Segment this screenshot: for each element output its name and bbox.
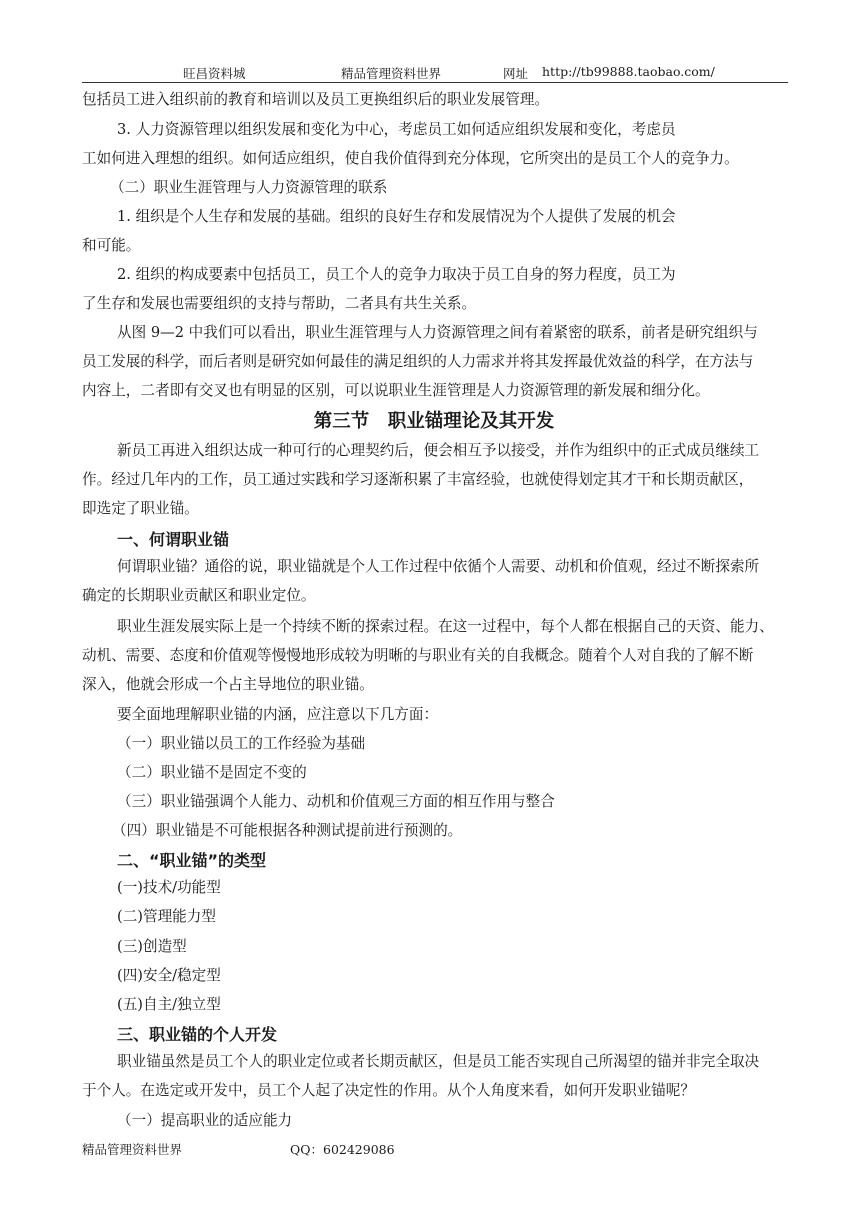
paragraph-line: 从图 9—2 中我们可以看出，职业生涯管理与人力资源管理之间有着紧密的联系，前者是研究组织与 bbox=[117, 324, 758, 341]
paragraph-line: 深入，他就会形成一个占主导地位的职业锚。 bbox=[82, 676, 374, 693]
list-item: （二）职业锚不是固定不变的 bbox=[117, 764, 307, 781]
section-title: 第三节 职业锚理论及其开发 bbox=[313, 411, 555, 432]
page-header bbox=[82, 62, 788, 83]
paragraph-line: 内容上，二者即有交叉也有明显的区别，可以说职业生涯管理是人力资源管理的新发展和细分化。 bbox=[82, 382, 710, 399]
header-url-label: 网址 bbox=[503, 66, 529, 81]
paragraph-line: 于个人。在选定或开发中，员工个人起了决定性的作用。从个人角度来看，如何开发职业锚呢？ bbox=[82, 1082, 695, 1099]
heading-career-anchor-types: 二、“职业锚”的类型 bbox=[117, 851, 267, 870]
paragraph-line: 3. 人力资源管理以组织发展和变化为中心，考虑员工如何适应组织发展和变化，考虑员 bbox=[117, 121, 676, 138]
list-item: （一）职业锚以员工的工作经验为基础 bbox=[117, 735, 366, 752]
paragraph-line: 1. 组织是个人生存和发展的基础。组织的良好生存和发展情况为个人提供了发展的机会 bbox=[117, 208, 676, 225]
header-shop-name: 旺昌资料城 bbox=[183, 66, 246, 81]
header-site-title: 精品管理资料世界 bbox=[341, 66, 442, 81]
paragraph-line: 动机、需要、态度和价值观等慢慢地形成较为明晰的与职业有关的自我概念。随着个人对自我的了解不断 bbox=[82, 647, 754, 664]
footer-qq: QQ：602429086 bbox=[290, 1142, 395, 1157]
paragraph-line: 确定的长期职业贡献区和职业定位。 bbox=[82, 587, 316, 604]
paragraph-line: 何谓职业锚？通俗的说，职业锚就是个人工作过程中依循个人需要、动机和价值观，经过不断探索所 bbox=[117, 558, 760, 575]
subheading-line: （二）职业生涯管理与人力资源管理的联系 bbox=[110, 179, 388, 196]
paragraph-line: 了生存和发展也需要组织的支持与帮助，二者具有共生关系。 bbox=[82, 295, 477, 312]
type-list-item: (四)安全/稳定型 bbox=[117, 967, 221, 984]
heading-what-is-career-anchor: 一、何谓职业锚 bbox=[117, 530, 230, 549]
type-list-item: (五)自主/独立型 bbox=[117, 996, 221, 1013]
list-item: （三）职业锚强调个人能力、动机和价值观三方面的相互作用与整合 bbox=[117, 793, 555, 810]
heading-personal-development: 三、职业锚的个人开发 bbox=[117, 1025, 278, 1044]
list-item: （一）提高职业的适应能力 bbox=[117, 1112, 293, 1129]
paragraph-line: 员工发展的科学，而后者则是研究如何最佳的满足组织的人力需求并将其发挥最优效益的科学，在方法与 bbox=[82, 353, 754, 370]
paragraph-line: 职业生涯发展实际上是一个持续不断的探索过程。在这一过程中，每个人都在根据自己的天资、能力、 bbox=[117, 618, 774, 635]
paragraph-line: 和可能。 bbox=[82, 237, 141, 254]
paragraph-line: 2. 组织的构成要素中包括员工，员工个人的竞争力取决于员工自身的努力程度，员工为 bbox=[117, 266, 676, 283]
header-url: http://tb99888.taobao.com/ bbox=[542, 64, 715, 79]
paragraph-line: 包括员工进入组织前的教育和培训以及员工更换组织后的职业发展管理。 bbox=[82, 91, 550, 108]
footer-site-name: 精品管理资料世界 bbox=[82, 1142, 183, 1157]
paragraph-line: 即选定了职业锚。 bbox=[82, 500, 199, 517]
paragraph-line: 新员工再进入组织达成一种可行的心理契约后，便会相互予以接受，并作为组织中的正式成员继续工 bbox=[117, 442, 760, 459]
paragraph-line: 要全面地理解职业锚的内涵，应注意以下几方面： bbox=[117, 706, 439, 723]
list-item: （四）职业锚是不可能根据各种测试提前进行预测的。 bbox=[112, 822, 463, 839]
type-list-item: (三)创造型 bbox=[117, 938, 187, 955]
paragraph-line: 职业锚虽然是员工个人的职业定位或者长期贡献区，但是员工能否实现自己所渴望的锚并非完全取决 bbox=[117, 1053, 760, 1070]
paragraph-line: 作。经过几年内的工作，员工通过实践和学习逐渐积累了丰富经验，也就使得划定其才干和长期贡献区， bbox=[82, 471, 754, 488]
type-list-item: (一)技术/功能型 bbox=[117, 879, 221, 896]
paragraph-line: 工如何进入理想的组织。如何适应组织，使自我价值得到充分体现，它所突出的是员工个人的竞争力。 bbox=[82, 150, 739, 167]
type-list-item: (二)管理能力型 bbox=[117, 908, 216, 925]
